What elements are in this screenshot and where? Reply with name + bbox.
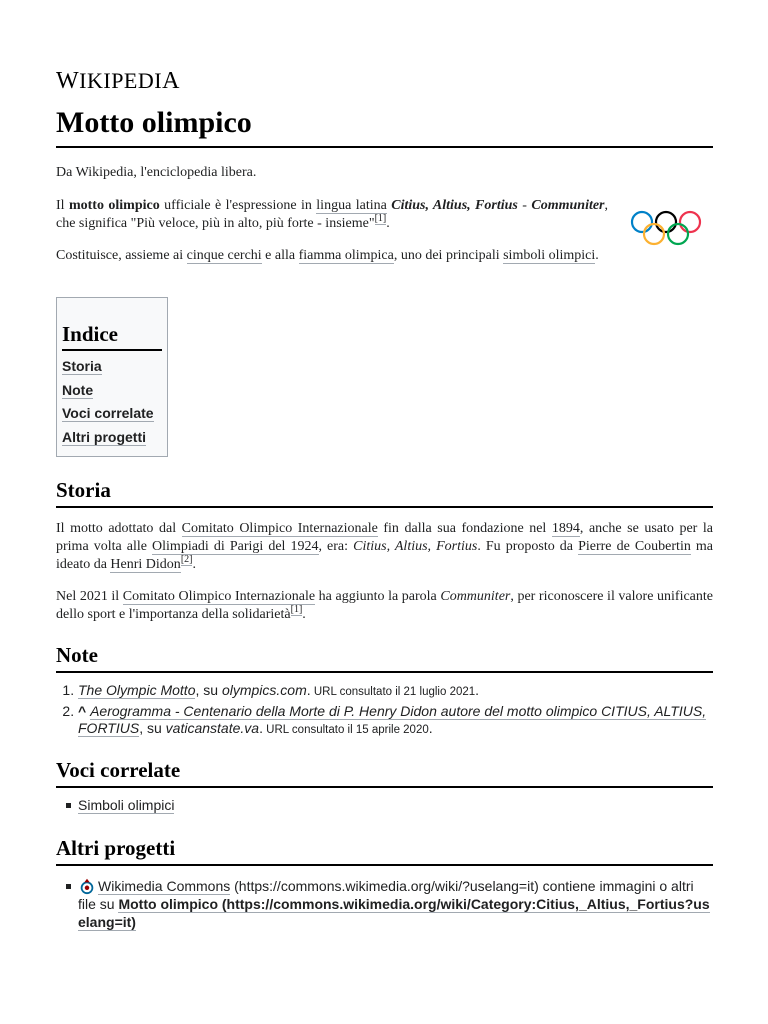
motto-communiter: Communiter bbox=[531, 198, 605, 213]
table-of-contents bbox=[56, 297, 168, 457]
ref-1-link-2[interactable]: [1] bbox=[290, 604, 303, 616]
link-henri-didon[interactable]: Henri Didon bbox=[110, 557, 181, 572]
black-ring bbox=[656, 212, 676, 232]
link-fiamma-olimpica[interactable]: fiamma olimpica bbox=[298, 248, 394, 263]
page-title: Motto olimpico bbox=[56, 104, 713, 148]
blue-ring bbox=[632, 212, 652, 232]
link-wikimedia-commons[interactable]: Wikimedia Commons bbox=[98, 878, 231, 894]
wikipedia-wordmark[interactable] bbox=[56, 68, 180, 95]
section-heading-storia: Storia bbox=[56, 476, 713, 508]
backlink-caret[interactable]: ^ bbox=[78, 703, 91, 719]
toc-heading: Indice bbox=[62, 320, 162, 351]
toc-item-voci-correlate[interactable]: Voci correlate bbox=[62, 405, 154, 421]
storia-paragraph-2: Nel 2021 il Comitato Olimpico Internazionale ha aggiunto la parola Communiter, per riconoscere il valore unificante dello sport e l'importanza della solidarietà[1]. bbox=[56, 589, 713, 622]
section-heading-note: Note bbox=[56, 641, 713, 673]
ref-1-link[interactable]: [1] bbox=[374, 213, 387, 225]
link-cio-2[interactable]: Comitato Olimpico Internazionale bbox=[122, 589, 316, 604]
note-1-link[interactable]: The Olympic Motto bbox=[78, 682, 196, 698]
olympic-rings-image[interactable] bbox=[630, 210, 702, 246]
tagline: Da Wikipedia, l'enciclopedia libera. bbox=[56, 165, 257, 180]
green-ring bbox=[668, 224, 688, 244]
wordmark-first-letter: W bbox=[56, 68, 80, 94]
section-heading-voci-correlate: Voci correlate bbox=[56, 756, 713, 788]
wikimedia-commons-icon bbox=[78, 877, 96, 895]
altri-progetti-list bbox=[56, 877, 713, 931]
note-2-link[interactable]: Aerogramma - Centenario della Morte di P. Henry Didon autore del motto olimpico CITIUS, ALTIUS, FORTIUS bbox=[78, 703, 707, 736]
yellow-ring bbox=[644, 224, 664, 244]
link-1894[interactable]: 1894 bbox=[551, 521, 580, 536]
toc-item-storia[interactable]: Storia bbox=[62, 358, 102, 374]
wordmark-last-letter: A bbox=[162, 68, 180, 94]
link-commons-category[interactable]: Motto olimpico (https://commons.wikimedia.org/wiki/Category:Citius,_Altius,_Fortius?uselang=it) bbox=[78, 896, 710, 930]
toc-item-note[interactable]: Note bbox=[62, 381, 94, 398]
link-simboli-olimpici[interactable]: simboli olimpici bbox=[503, 248, 596, 263]
intro-paragraph-2: Costituisce, assieme ai cinque cerchi e alla fiamma olimpica, uno dei principali simboli olimpici. bbox=[56, 248, 599, 263]
link-pierre-de-coubertin[interactable]: Pierre de Coubertin bbox=[578, 539, 691, 554]
ref-2-link[interactable]: [2] bbox=[180, 554, 193, 566]
note-item-2: 2. ^ Aerogramma - Centenario della Morte di P. Henry Didon autore del motto olimpico CITIUS, ALTIUS, FORTIUS, su vaticanstate.va. URL consultato il 15 aprile 2020. bbox=[78, 703, 713, 739]
red-ring bbox=[680, 212, 700, 232]
voci-correlate-list bbox=[56, 796, 713, 814]
motto-latin: Citius, Altius, Fortius bbox=[391, 198, 518, 213]
storia-paragraph-1: Il motto adottato dal Comitato Olimpico Internazionale fin dalla sua fondazione nel 1894, anche se usato per la prima volta alle Olimpiadi di Parigi del 1924, era: Citius, Altius, Fortius. Fu proposto da Pierre de Coubertin ma ideato da Henri Didon[2]. bbox=[56, 521, 714, 572]
link-olimpiadi-parigi-1924[interactable]: Olimpiadi di Parigi del 1924 bbox=[152, 539, 319, 554]
link-cinque-cerchi[interactable]: cinque cerchi bbox=[186, 248, 262, 263]
link-lingua-latina[interactable]: lingua latina bbox=[316, 198, 387, 213]
link-simboli-olimpici-2[interactable]: Simboli olimpici bbox=[78, 797, 175, 813]
list-item-commons: Wikimedia Commons (https://commons.wikimedia.org/wiki/?uselang=it) contiene immagini o altri file su Motto olimpico (https://commons.wikimedia.org/wiki/Category:Citius,_Altius,_Fortius?uselang=it) bbox=[78, 877, 713, 931]
toc-item-altri-progetti[interactable]: Altri progetti bbox=[62, 428, 146, 445]
bold-term: motto olimpico bbox=[68, 198, 160, 213]
intro-paragraph-1: Il motto olimpico ufficiale è l'espressione in lingua latina Citius, Altius, Fortius - Communiter, che significa "Più veloce, più in alto, più forte - insieme"[1]. bbox=[56, 198, 609, 231]
link-cio[interactable]: Comitato Olimpico Internazionale bbox=[181, 521, 378, 536]
notes-list bbox=[56, 682, 713, 741]
list-item-simboli-olimpici bbox=[78, 796, 713, 814]
note-item-1: 1. The Olympic Motto, su olympics.com. URL consultato il 21 luglio 2021. bbox=[78, 682, 713, 701]
section-heading-altri-progetti: Altri progetti bbox=[56, 834, 713, 866]
wordmark-rest: IKIPEDI bbox=[79, 68, 163, 93]
